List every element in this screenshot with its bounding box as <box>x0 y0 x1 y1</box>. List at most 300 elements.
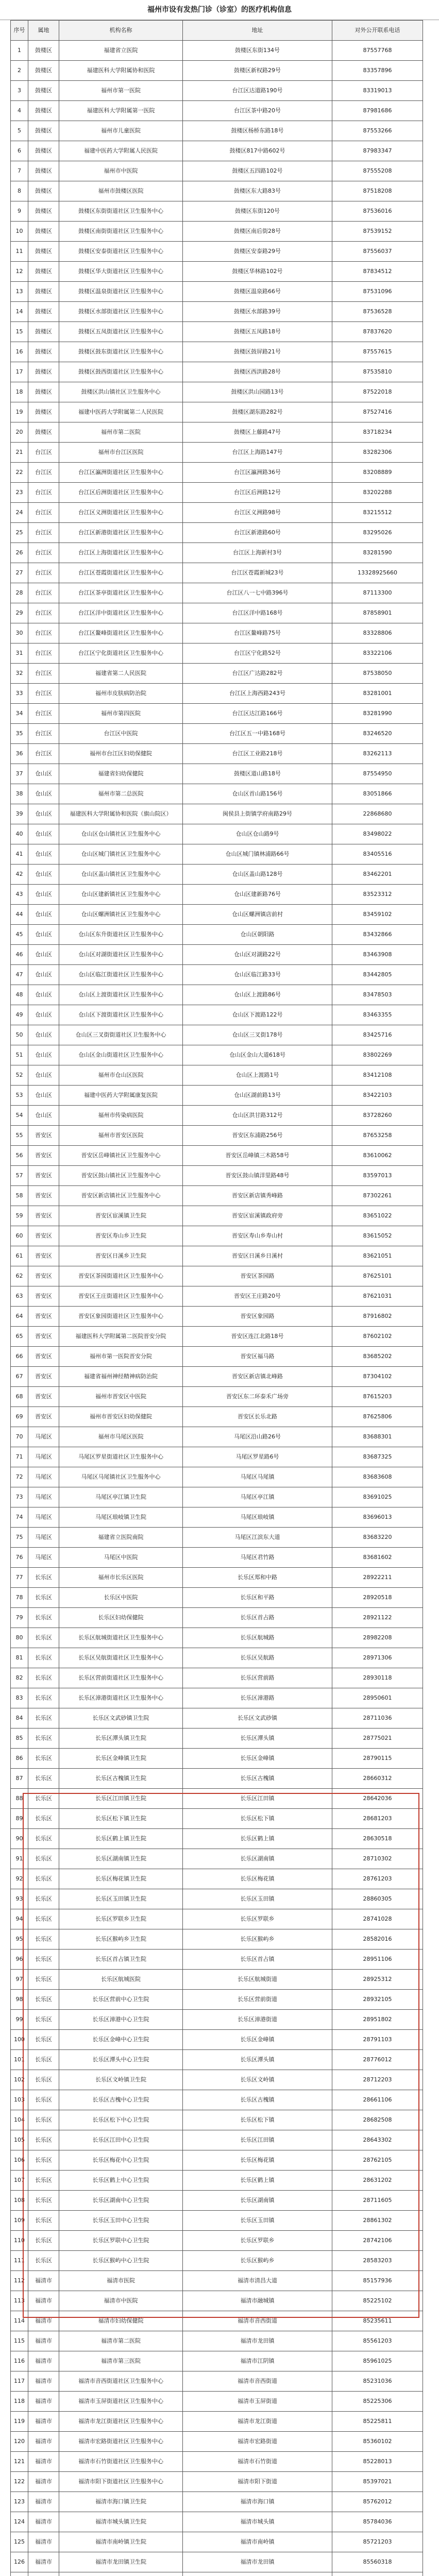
cell-address: 晋安区象园路 <box>183 1307 332 1327</box>
cell-address: 台江区鳌峰路75号 <box>183 623 332 643</box>
cell-name: 鼓楼区安泰街道社区卫生服务中心 <box>59 242 183 262</box>
cell-district: 长乐区 <box>28 2070 59 2090</box>
cell-index: 62 <box>11 1266 28 1286</box>
cell-address: 长乐区首占镇 <box>183 1950 332 1970</box>
cell-district: 台江区 <box>28 603 59 623</box>
cell-address: 鼓楼区鼓屏路21号 <box>183 342 332 362</box>
cell-name: 福州市台江区医院 <box>59 443 183 463</box>
cell-name: 福清市石竹街道社区卫生服务中心 <box>59 2452 183 2472</box>
cell-phone: 85784036 <box>332 2512 423 2532</box>
table-row <box>11 885 423 905</box>
cell-index: 73 <box>11 1487 28 1507</box>
cell-name: 鼓楼区鼓东街道社区卫生服务中心 <box>59 342 183 362</box>
table-row <box>11 362 423 382</box>
cell-name: 福州市第一医院晋安分院 <box>59 1347 183 1367</box>
cell-index: 11 <box>11 242 28 262</box>
cell-address: 长乐区郑和中路 <box>183 1568 332 1588</box>
cell-name: 长乐区松下中心卫生院 <box>59 2110 183 2130</box>
cell-district: 仓山区 <box>28 1065 59 1086</box>
cell-name: 长乐区鹤上中心卫生院 <box>59 2171 183 2191</box>
cell-phone: 87518208 <box>332 181 423 201</box>
cell-name: 福州市晋安区医院 <box>59 1126 183 1146</box>
cell-index: 92 <box>11 1869 28 1889</box>
cell-district: 福清市 <box>28 2392 59 2412</box>
cell-name: 晋安区日溪乡卫生院 <box>59 1246 183 1266</box>
cell-address: 马尾区沿山路26号 <box>183 1427 332 1447</box>
cell-index: 115 <box>11 2331 28 2351</box>
cell-district: 仓山区 <box>28 965 59 985</box>
table-row <box>11 342 423 362</box>
cell-address: 晋安区长乐北路 <box>183 1407 332 1427</box>
cell-phone: 87556037 <box>332 242 423 262</box>
cell-district: 福清市 <box>28 2331 59 2351</box>
table-row <box>11 1226 423 1246</box>
cell-index: 87 <box>11 1769 28 1789</box>
cell-phone: 83463355 <box>332 1005 423 1025</box>
cell-address: 台江区上海路147号 <box>183 443 332 463</box>
cell-district: 晋安区 <box>28 1146 59 1166</box>
cell-phone: 28950601 <box>332 1688 423 1708</box>
cell-address <box>183 2572 332 2576</box>
cell-index: 118 <box>11 2392 28 2412</box>
cell-index: 43 <box>11 885 28 905</box>
cell-address: 晋安区新店镇秀峰路 <box>183 1186 332 1206</box>
table-row <box>11 2050 423 2070</box>
cell-district: 长乐区 <box>28 1608 59 1628</box>
cell-address: 福清市龙江街道 <box>183 2412 332 2432</box>
cell-index: 21 <box>11 443 28 463</box>
cell-index: 31 <box>11 643 28 664</box>
table-row <box>11 2171 423 2191</box>
cell-phone: 83718234 <box>332 422 423 443</box>
cell-name: 仓山区三叉街街道社区卫生服务中心 <box>59 1025 183 1045</box>
cell-district: 台江区 <box>28 503 59 523</box>
cell-district: 长乐区 <box>28 1708 59 1728</box>
cell-index: 48 <box>11 985 28 1005</box>
cell-name: 长乐区猴屿乡卫生院 <box>59 1929 183 1950</box>
cell-name: 长乐区玉田中心卫生院 <box>59 2211 183 2231</box>
cell-phone: 87858901 <box>332 603 423 623</box>
cell-district: 长乐区 <box>28 1749 59 1769</box>
cell-phone: 87983347 <box>332 141 423 161</box>
cell-district: 台江区 <box>28 664 59 684</box>
cell-index: 19 <box>11 402 28 422</box>
cell-district: 仓山区 <box>28 1005 59 1025</box>
cell-name: 福建省福州神经精神病防治院 <box>59 1367 183 1387</box>
cell-phone: 87536528 <box>332 302 423 322</box>
cell-phone: 83412108 <box>332 1065 423 1086</box>
cell-district: 仓山区 <box>28 1045 59 1065</box>
cell-name: 长乐区松下镇卫生院 <box>59 1809 183 1829</box>
cell-name: 长乐区古槐中心卫生院 <box>59 2090 183 2110</box>
cell-name: 福州市仓山区医院 <box>59 1065 183 1086</box>
table-row <box>11 1809 423 1829</box>
cell-district: 仓山区 <box>28 1106 59 1126</box>
header-phone: 对外公开联系电话 <box>332 21 423 41</box>
cell-index: 93 <box>11 1889 28 1909</box>
cell-index: 55 <box>11 1126 28 1146</box>
cell-index: 94 <box>11 1909 28 1929</box>
table-row <box>11 382 423 402</box>
cell-phone: 83687325 <box>332 1447 423 1467</box>
cell-district: 长乐区 <box>28 2231 59 2251</box>
cell-phone: 85225811 <box>332 2412 423 2432</box>
table-row <box>11 905 423 925</box>
table-row <box>11 1769 423 1789</box>
cell-district: 仓山区 <box>28 885 59 905</box>
cell-district: 台江区 <box>28 483 59 503</box>
cell-index: 103 <box>11 2090 28 2110</box>
table-row <box>11 282 423 302</box>
cell-address: 福清市阳下街道 <box>183 2472 332 2492</box>
cell-district: 长乐区 <box>28 1668 59 1688</box>
cell-name: 福建中医药大学附属人民医院 <box>59 141 183 161</box>
cell-index: 116 <box>11 2351 28 2371</box>
cell-name: 福清市海口镇卫生院 <box>59 2492 183 2512</box>
cell-district: 台江区 <box>28 583 59 603</box>
cell-district: 鼓楼区 <box>28 362 59 382</box>
cell-district: 鼓楼区 <box>28 41 59 61</box>
cell-district: 长乐区 <box>28 2110 59 2130</box>
cell-index: 102 <box>11 2070 28 2090</box>
cell-phone: 83432866 <box>332 925 423 945</box>
cell-address: 长乐区江田镇 <box>183 1789 332 1809</box>
cell-index: 113 <box>11 2291 28 2311</box>
cell-address: 长乐区猴屿乡 <box>183 2251 332 2271</box>
cell-name: 鼓楼区华大街道社区卫生服务中心 <box>59 262 183 282</box>
table-row <box>11 1005 423 1025</box>
cell-index: 38 <box>11 784 28 804</box>
cell-name: 鼓楼区五凤街道社区卫生服务中心 <box>59 322 183 342</box>
cell-name: 仓山区金山街道社区卫生服务中心 <box>59 1045 183 1065</box>
cell-phone: 28861302 <box>332 2211 423 2231</box>
cell-district: 鼓楼区 <box>28 161 59 181</box>
cell-index: 105 <box>11 2130 28 2150</box>
cell-district: 马尾区 <box>28 1427 59 1447</box>
cell-index: 35 <box>11 724 28 744</box>
cell-phone: 87834512 <box>332 262 423 282</box>
cell-address: 长乐区金峰镇 <box>183 1749 332 1769</box>
cell-index: 95 <box>11 1929 28 1950</box>
cell-district: 台江区 <box>28 543 59 563</box>
cell-index: 117 <box>11 2371 28 2392</box>
cell-district: 鼓楼区 <box>28 81 59 101</box>
cell-address: 晋安区日溪乡日溪村 <box>183 1246 332 1266</box>
cell-address: 长乐区湖南镇 <box>183 1849 332 1869</box>
cell-address: 晋安区宦溪镇政府旁 <box>183 1206 332 1226</box>
cell-name: 长乐区文武砂镇卫生院 <box>59 1708 183 1728</box>
table-row <box>11 1086 423 1106</box>
table-row <box>11 402 423 422</box>
cell-name: 仓山区建新镇社区卫生服务中心 <box>59 885 183 905</box>
header-name: 机构名称 <box>59 21 183 41</box>
cell-address: 长乐区文岭镇 <box>183 2070 332 2090</box>
table-row <box>11 2351 423 2371</box>
cell-district: 鼓楼区 <box>28 342 59 362</box>
cell-index: 72 <box>11 1467 28 1487</box>
cell-phone: 28951802 <box>332 2010 423 2030</box>
cell-index: 120 <box>11 2432 28 2452</box>
table-row <box>11 1628 423 1648</box>
cell-name: 福清市玉屏街道社区卫生服务中心 <box>59 2392 183 2412</box>
cell-name <box>59 2572 183 2576</box>
table-row <box>11 2412 423 2432</box>
cell-address: 台江区瀛洲路36号 <box>183 463 332 483</box>
cell-address: 台江区五一中路168号 <box>183 724 332 744</box>
cell-name: 鼓楼区鼓西街道社区卫生服务中心 <box>59 362 183 382</box>
cell-phone: 87539152 <box>332 222 423 242</box>
cell-phone: 87527416 <box>332 402 423 422</box>
cell-district: 福清市 <box>28 2271 59 2291</box>
cell-index: 2 <box>11 61 28 81</box>
cell-district: 长乐区 <box>28 2130 59 2150</box>
cell-name: 仓山区螺洲镇社区卫生服务中心 <box>59 905 183 925</box>
cell-index: 110 <box>11 2231 28 2251</box>
table-row <box>11 764 423 784</box>
cell-name: 福州市传染病医院 <box>59 1106 183 1126</box>
cell-index: 50 <box>11 1025 28 1045</box>
cell-name: 仓山区临江街道社区卫生服务中心 <box>59 965 183 985</box>
cell-name: 福州市儿童医院 <box>59 121 183 141</box>
cell-address: 晋安区岳峰镇三木路58号 <box>183 1146 332 1166</box>
cell-district: 长乐区 <box>28 1970 59 1990</box>
table-row <box>11 2150 423 2171</box>
cell-district: 晋安区 <box>28 1286 59 1307</box>
cell-index: 8 <box>11 181 28 201</box>
cell-phone: 83357896 <box>332 61 423 81</box>
cell-name: 长乐区江田镇卫生院 <box>59 1789 183 1809</box>
cell-address: 晋安区寿山乡寿山村 <box>183 1226 332 1246</box>
cell-name: 晋安区寿山乡卫生院 <box>59 1226 183 1246</box>
cell-index: 12 <box>11 262 28 282</box>
cell-phone: 87621031 <box>332 1286 423 1307</box>
cell-address: 鼓楼区华林路102号 <box>183 262 332 282</box>
table-row <box>11 422 423 443</box>
cell-name: 鼓楼区温泉街道社区卫生服务中心 <box>59 282 183 302</box>
cell-phone: 85228013 <box>332 2452 423 2472</box>
cell-address: 长乐区金峰镇 <box>183 2030 332 2050</box>
cell-district: 长乐区 <box>28 1829 59 1849</box>
cell-address: 马尾区琅岐镇 <box>183 1507 332 1528</box>
cell-index <box>11 2572 28 2576</box>
cell-name: 长乐区罗联中心卫生院 <box>59 2231 183 2251</box>
cell-district: 长乐区 <box>28 1728 59 1749</box>
table-row <box>11 724 423 744</box>
cell-phone: 28762105 <box>332 2150 423 2171</box>
cell-address: 福清市清昌大道 <box>183 2271 332 2291</box>
cell-index: 78 <box>11 1588 28 1608</box>
cell-name: 长乐区妇幼保健院 <box>59 1608 183 1628</box>
cell-index: 39 <box>11 804 28 824</box>
cell-index: 83 <box>11 1688 28 1708</box>
cell-name: 福清市阳下街道社区卫生服务中心 <box>59 2472 183 2492</box>
table-row <box>11 262 423 282</box>
cell-phone: 85721203 <box>332 2532 423 2552</box>
table-row <box>11 1869 423 1889</box>
cell-name: 马尾区罗星街道社区卫生服务中心 <box>59 1447 183 1467</box>
table-row <box>11 1447 423 1467</box>
cell-name: 台江区洋中街道社区卫生服务中心 <box>59 603 183 623</box>
cell-phone: 28930118 <box>332 1668 423 1688</box>
table-row <box>11 1909 423 1929</box>
cell-phone: 83681602 <box>332 1548 423 1568</box>
table-row <box>11 2211 423 2231</box>
cell-district: 台江区 <box>28 523 59 543</box>
cell-index: 126 <box>11 2552 28 2572</box>
cell-district: 长乐区 <box>28 1809 59 1829</box>
cell-index: 49 <box>11 1005 28 1025</box>
cell-index: 52 <box>11 1065 28 1086</box>
cell-phone: 83685202 <box>332 1347 423 1367</box>
table-row <box>11 2251 423 2271</box>
cell-index: 68 <box>11 1387 28 1407</box>
table-row <box>11 141 423 161</box>
table-row <box>11 1608 423 1628</box>
cell-index: 119 <box>11 2412 28 2432</box>
cell-index: 59 <box>11 1206 28 1226</box>
table-row <box>11 1045 423 1065</box>
cell-address: 福清市宏路街道 <box>183 2432 332 2452</box>
table-row <box>11 1588 423 1608</box>
cell-district: 台江区 <box>28 704 59 724</box>
cell-index: 122 <box>11 2472 28 2492</box>
cell-phone: 83202288 <box>332 483 423 503</box>
cell-phone: 22868680 <box>332 804 423 824</box>
table-row <box>11 2572 423 2576</box>
cell-name: 福州市鼓楼区医院 <box>59 181 183 201</box>
cell-name: 福清市第三医院 <box>59 2351 183 2371</box>
cell-index: 10 <box>11 222 28 242</box>
table-row <box>11 1327 423 1347</box>
cell-address: 仓山区上渡路86号 <box>183 985 332 1005</box>
table-row <box>11 81 423 101</box>
cell-name: 福州市台江区妇幼保健院 <box>59 744 183 764</box>
table-row <box>11 463 423 483</box>
table-row <box>11 2130 423 2150</box>
cell-name: 长乐区玉田镇卫生院 <box>59 1889 183 1909</box>
cell-name: 福州市晋安区中医院 <box>59 1387 183 1407</box>
cell-district: 仓山区 <box>28 945 59 965</box>
cell-index: 7 <box>11 161 28 181</box>
cell-name: 长乐区金峰镇卫生院 <box>59 1749 183 1769</box>
cell-index: 13 <box>11 282 28 302</box>
cell-name: 鼓楼区水部街道社区卫生服务中心 <box>59 302 183 322</box>
cell-phone: 83322106 <box>332 643 423 664</box>
table-row <box>11 945 423 965</box>
cell-index: 82 <box>11 1668 28 1688</box>
cell-index: 84 <box>11 1708 28 1728</box>
cell-index: 104 <box>11 2110 28 2130</box>
cell-address: 晋安区东浦路256号 <box>183 1126 332 1146</box>
cell-name: 福清市妇幼保健院 <box>59 2311 183 2331</box>
cell-name: 晋安区王庄街道社区卫生服务中心 <box>59 1286 183 1307</box>
cell-district: 福清市 <box>28 2412 59 2432</box>
cell-district: 鼓楼区 <box>28 61 59 81</box>
cell-address: 长乐区江田镇 <box>183 2130 332 2150</box>
cell-address: 仓山区首山路156号 <box>183 784 332 804</box>
cell-district: 福清市 <box>28 2351 59 2371</box>
cell-index: 47 <box>11 965 28 985</box>
cell-district: 鼓楼区 <box>28 282 59 302</box>
cell-index: 90 <box>11 1829 28 1849</box>
cell-address: 长乐区吴航路 <box>183 1648 332 1668</box>
cell-name: 晋安区象园街道社区卫生服务中心 <box>59 1307 183 1327</box>
cell-district: 长乐区 <box>28 1688 59 1708</box>
cell-index: 61 <box>11 1246 28 1266</box>
cell-phone: 85225306 <box>332 2392 423 2412</box>
cell-phone: 85961025 <box>332 2351 423 2371</box>
table-row <box>11 242 423 262</box>
table-row <box>11 2271 423 2291</box>
cell-address: 仓山区朝阳路 <box>183 925 332 945</box>
cell-name: 福建医科大学附属第二医院晋安分院 <box>59 1327 183 1347</box>
header-index: 序号 <box>11 21 28 41</box>
cell-address: 福清市海口镇 <box>183 2492 332 2512</box>
cell-name: 长乐区潭头镇卫生院 <box>59 1728 183 1749</box>
table-row <box>11 1487 423 1507</box>
cell-phone: 28951106 <box>332 1950 423 1970</box>
cell-index: 70 <box>11 1427 28 1447</box>
cell-district: 晋安区 <box>28 1347 59 1367</box>
cell-district: 鼓楼区 <box>28 322 59 342</box>
cell-address: 仓山区上渡路1号 <box>183 1065 332 1086</box>
cell-phone: 83282306 <box>332 443 423 463</box>
cell-name: 马尾区亭江镇卫生院 <box>59 1487 183 1507</box>
cell-phone: 28643302 <box>332 2130 423 2150</box>
table-header-row <box>11 21 423 41</box>
cell-address: 长乐区罗联乡 <box>183 2231 332 2251</box>
cell-index: 34 <box>11 704 28 724</box>
cell-index: 80 <box>11 1628 28 1648</box>
cell-district: 晋安区 <box>28 1266 59 1286</box>
cell-address: 长乐区玉田镇 <box>183 1889 332 1909</box>
cell-address: 长乐区鹤上镇 <box>183 1829 332 1849</box>
table-row <box>11 1849 423 1869</box>
cell-index: 14 <box>11 302 28 322</box>
cell-index: 114 <box>11 2311 28 2331</box>
cell-address: 福清市城头镇 <box>183 2512 332 2532</box>
cell-name: 仓山区城门镇社区卫生服务中心 <box>59 844 183 865</box>
cell-address: 长乐区猴屿乡 <box>183 1929 332 1950</box>
cell-name: 长乐区梅花镇卫生院 <box>59 1869 183 1889</box>
cell-address: 台江区新港路60号 <box>183 523 332 543</box>
cell-index: 56 <box>11 1146 28 1166</box>
cell-district: 晋安区 <box>28 1407 59 1427</box>
cell-district: 福清市 <box>28 2492 59 2512</box>
cell-index: 6 <box>11 141 28 161</box>
table-row <box>11 2311 423 2331</box>
cell-index: 108 <box>11 2191 28 2211</box>
cell-district: 仓山区 <box>28 844 59 865</box>
cell-name: 长乐区文岭镇卫生院 <box>59 2070 183 2090</box>
cell-index: 97 <box>11 1970 28 1990</box>
cell-index: 109 <box>11 2211 28 2231</box>
cell-address: 长乐区梅花镇 <box>183 1869 332 1889</box>
cell-index: 99 <box>11 2010 28 2030</box>
cell-district: 台江区 <box>28 744 59 764</box>
table-row <box>11 1507 423 1528</box>
cell-address: 马尾区罗星路6号 <box>183 1447 332 1467</box>
cell-phone: 28932105 <box>332 1990 423 2010</box>
cell-district: 仓山区 <box>28 985 59 1005</box>
cell-phone: 28682508 <box>332 2110 423 2130</box>
cell-phone: 83215512 <box>332 503 423 523</box>
cell-address: 福清市南岭镇 <box>183 2532 332 2552</box>
cell-phone: 85231036 <box>332 2371 423 2392</box>
table-row <box>11 1990 423 2010</box>
cell-name: 马尾区琅岐镇卫生院 <box>59 1507 183 1528</box>
cell-index: 15 <box>11 322 28 342</box>
